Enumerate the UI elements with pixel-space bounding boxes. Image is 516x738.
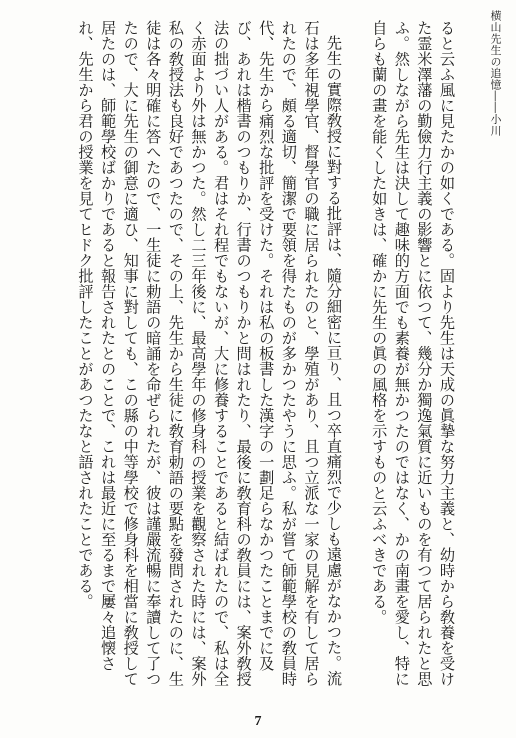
paragraph-1: ると云ふ風に見たかの如くである。固より先生は天成の眞摯な努力主義と、幼時から敎養を受けた霊米澤藩の勤儉力行主義の影響とに依つて、幾分か獨逸氣質に近いものを有つて居られたと思ふ。然しながら先生は決して趣味的方面でも素養が無かつたのではなく、かの南畫を愛し、特に自らも蘭の畫を能くした如きは、確かに先生の眞の風格を示すものと云ふべきである。 — [370, 20, 456, 687]
page-number: 7 — [254, 714, 262, 729]
paragraph-2: 先生の實際敎授に對する批評は、隨分細密に亘り、且つ卒直痛烈で少しも遠慮がなかつた。流石は多年視學官、督學官の職に居られたのと、學殖があり、且つ立派な一家の見解を有して居られたので、頗る適切、簡潔で要領を得たものが多かつたやうに思ふ。私が嘗て師範學校の敎員時代、先生から痛烈な批評を受けた。それは私の板書した漢字の一劃足らなかつたことまでに及び、あれは楷書のつもりか、行書のつもりかと問はれたり、最後に敎育科の敎員には、案外敎授法の拙づい人がある。君はそれ程でもないが、大に修養することであると結ばれたので、私は全く赤面より外は無かつた。然し二三年後に、最高學年の修身科の授業を觀察された時には、案外私の敎授法も良好であつたので、その上、先生から生徒に敎育勅語の要點を發問されたのに、生徒は各々明確に答へたので、一生徒に勅語の暗誦を命ぜられたが、彼は謹嚴流暢に奉讀して了つたので、大に先生の御意に適ひ、知事に對しても、この縣の中等學校で修身科を相當に敎授して居たのは、師範學校ばかりであると報告されたとのことで、これは最近に至るまで屢々追懐され、先生から君の授業を見てヒドク批評したことがあつたなと語されたことである。 — [76, 20, 344, 687]
body-text — [38, 20, 458, 696]
running-header: 横山先生の追憶――小川 — [489, 10, 502, 137]
